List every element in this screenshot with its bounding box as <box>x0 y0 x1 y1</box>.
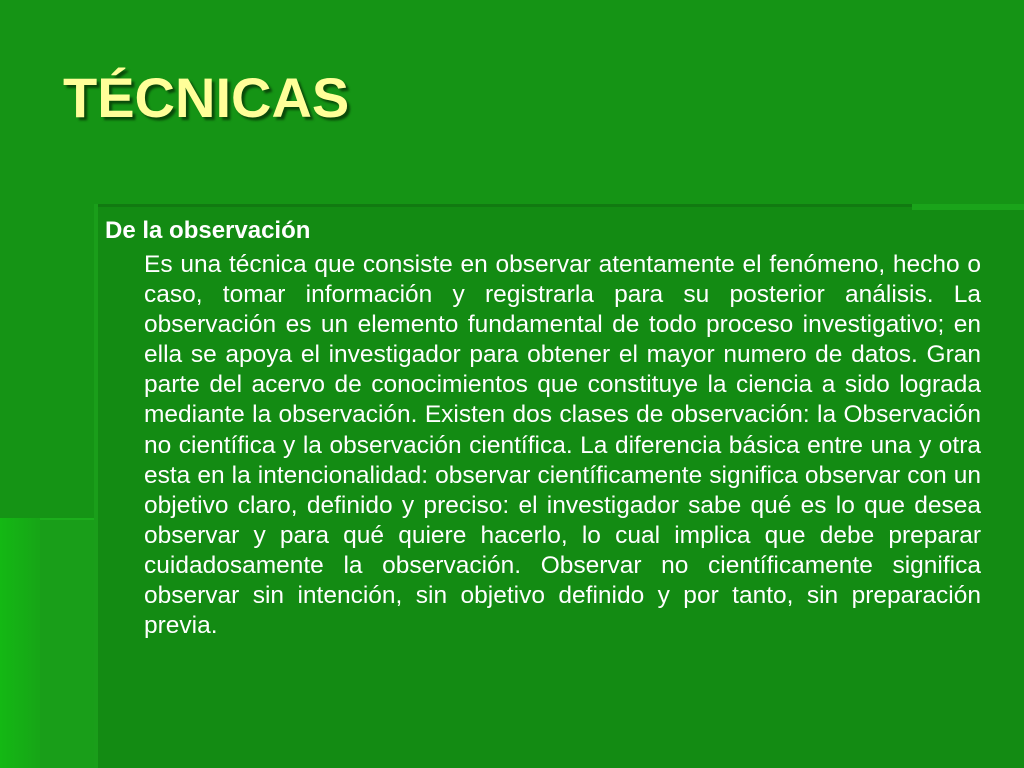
background-right-accent <box>912 204 1024 210</box>
body-paragraph: Es una técnica que consiste en observar atentamente el fenómeno, hecho o caso, tomar información y registrarla para su posterior análisis. La observación es un elemento fundamental de todo proceso investigativo; en ella se apoya el investigador para obtener el mayor numero de datos. Gran parte del acervo de conocimientos que constituye la ciencia a sido lograda mediante la observación. Existen dos clases de observación: la Observación no científica y la observación científica. La diferencia básica entre una y otra esta en la intencionalidad: observar científicamente significa observar con un objetivo claro, definido y preciso: el investigador sabe qué es lo que desea observar y para qué quiere hacerlo, lo cual implica que debe preparar cuidadosamente la observación. Observar no científicamente significa observar sin intención, sin objetivo definido y por tanto, sin preparación previa. <box>144 251 981 640</box>
section-subheading: De la observación <box>105 217 311 244</box>
background-panel-edge <box>94 204 98 768</box>
slide-title: TÉCNICAS <box>63 66 350 129</box>
slide-content <box>105 216 981 641</box>
background-left-strip <box>0 518 40 768</box>
